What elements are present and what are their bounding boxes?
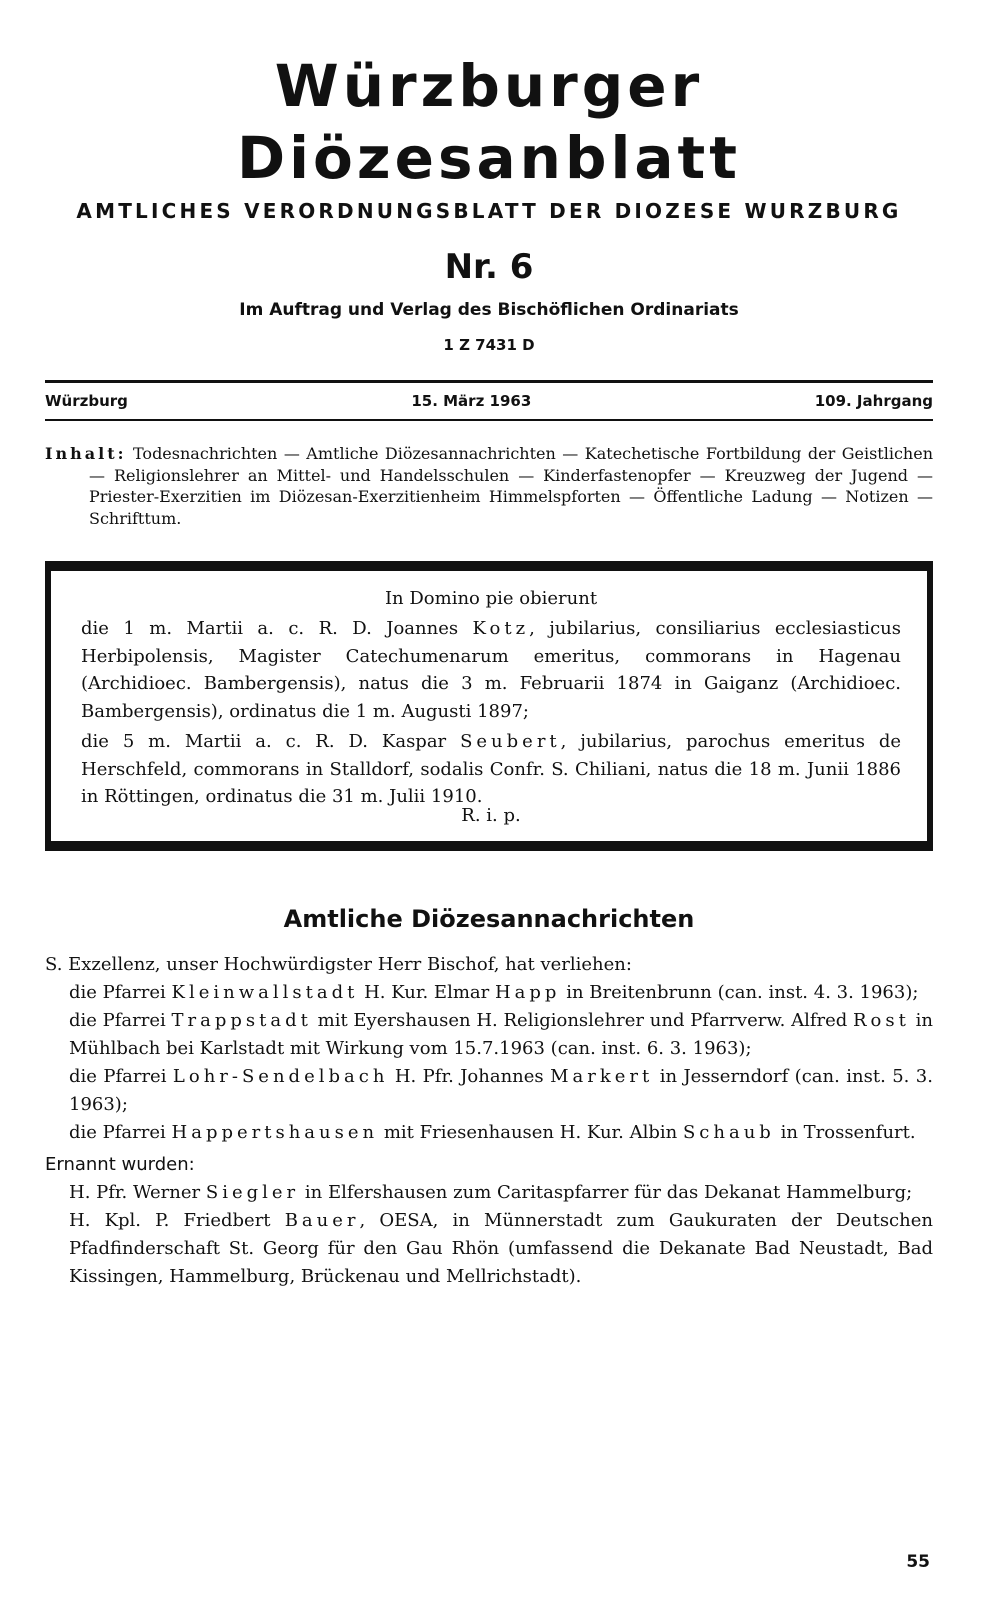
item-prefix: die Pfarrei (69, 1121, 166, 1143)
appointment-detail: , OESA, in Münnerstadt zum Gaukuraten der Deutschen Pfadfinderschaft St. Georg für den Gau Rhön (umfassend die Dekanate Bad Neustadt, Bad Kissingen, Hammelburg, Brückenau und Mellrichstadt). (69, 1209, 933, 1287)
item-person: H. Kur. Elmar (364, 981, 490, 1003)
item-prefix: die Pfarrei (69, 1009, 166, 1031)
item-parish: Kleinwallstadt (171, 981, 359, 1003)
section-intro: S. Exzellenz, unser Hochwürdigster Herr Bischof, hat verliehen: (45, 953, 632, 975)
obituary-closing: R. i. p. (461, 804, 521, 826)
dateline (45, 383, 933, 419)
issue-number: Nr. 6 (444, 247, 534, 287)
section-title: Amtliche Diözesannachrichten (283, 904, 695, 933)
item-surname: Schaub (682, 1121, 775, 1143)
item-surname: Rost (853, 1009, 910, 1031)
dateline-date: 15. März 1963 (411, 392, 532, 410)
obituary-entry (81, 728, 901, 811)
item-parish: Happertshausen (171, 1121, 379, 1143)
item-parish: Lohr-Sendelbach (172, 1065, 389, 1087)
item-person: mit Eyershausen H. Religionslehrer und Pfarrverw. Alfred (317, 1009, 848, 1031)
dateline-volume: 109. Jahrgang (814, 392, 933, 410)
item-detail: in Trossenfurt. (780, 1121, 916, 1143)
obituary-entry (81, 615, 901, 725)
obituary-entry-name: Seubert (460, 731, 561, 752)
appointment-surname: Bauer (284, 1209, 360, 1231)
item-prefix: die Pfarrei (69, 981, 166, 1003)
dateline-place: Würzburg (45, 392, 128, 410)
contents-text: Todesnachrichten — Amtliche Diözesannachrichten — Katechetische Fortbildung der Geistlichen — Religionslehrer an Mittel- und Handelsschulen — Kinderfastenopfer — Kreuzweg der Jugend — Priester-Exerzitien im Diözesan-Exerzitienheim Himmelspforten — Öffentliche Ladung — Notizen — Schrifttum. (89, 444, 934, 528)
bottom-rule (45, 419, 933, 421)
document-page (45, 0, 933, 1291)
obituary-heading: In Domino pie obierunt (384, 588, 598, 609)
table-of-contents (45, 443, 933, 529)
item-prefix: die Pfarrei (69, 1065, 167, 1087)
item-detail: in Breitenbrunn (can. inst. 4. 3. 1963); (566, 981, 919, 1003)
item-parish: Trappstadt (171, 1009, 312, 1031)
obituary-entry-pre: die 5 m. Martii a. c. R. D. Kaspar (81, 731, 447, 752)
appointment-person: H. Kpl. P. Friedbert (69, 1209, 271, 1231)
obituary-entry-post: , jubilarius, consiliarius ecclesiasticus Herbipolensis, Magister Catechumenarum emeritus, commorans in Hagenau (Archidioec. Bambergensis), natus die 3 m. Februarii 1874 in Gaiganz (Archidioec. Bambergensis), ordinatus die 1 m. Augusti 1897; (81, 618, 901, 722)
masthead-subtitle: AMTLICHES VERORDNUNGSBLATT DER DIOZESE WURZBURG (76, 199, 902, 223)
item-surname: Markert (550, 1065, 654, 1087)
appointment-surname: Siegler (205, 1181, 300, 1203)
item-person: H. Pfr. Johannes (394, 1065, 544, 1087)
appointments-intro: Ernannt wurden: (45, 1153, 195, 1175)
list-item (45, 1007, 933, 1063)
item-detail: in Jesserndorf (can. inst. 5. 3. 1963); (69, 1065, 933, 1115)
list-item (45, 979, 933, 1007)
list-item (45, 1119, 933, 1147)
item-person: mit Friesenhausen H. Kur. Albin (383, 1121, 678, 1143)
item-surname: Happ (494, 981, 561, 1003)
obituary-entry-name: Kotz (472, 618, 530, 639)
list-item (45, 1063, 933, 1119)
appointment-item (45, 1207, 933, 1291)
appointment-person: H. Pfr. Werner (69, 1181, 201, 1203)
masthead-title: Würzburger Diözesanblatt (237, 52, 741, 192)
contents-label: Inhalt: (45, 444, 127, 463)
item-detail: in Mühlbach bei Karlstadt mit Wirkung vom 15.7.1963 (can. inst. 6. 3. 1963); (69, 1009, 933, 1059)
postal-code: 1 Z 7431 D (443, 336, 535, 354)
obituary-box (45, 561, 933, 851)
obituary-entry-post: , jubilarius, parochus emeritus de Herschfeld, commorans in Stalldorf, sodalis Confr. S. Chiliani, natus die 18 m. Junii 1886 in Röttingen, ordinatus die 31 m. Julii 1910. (81, 731, 901, 807)
publisher-line: Im Auftrag und Verlag des Bischöflichen Ordinariats (239, 300, 739, 320)
page-number: 55 (906, 1552, 930, 1572)
appointment-detail: in Elfershausen zum Caritaspfarrer für das Dekanat Hammelburg; (304, 1181, 913, 1203)
appointment-item (45, 1179, 933, 1207)
obituary-entry-pre: die 1 m. Martii a. c. R. D. Joannes (81, 618, 459, 639)
